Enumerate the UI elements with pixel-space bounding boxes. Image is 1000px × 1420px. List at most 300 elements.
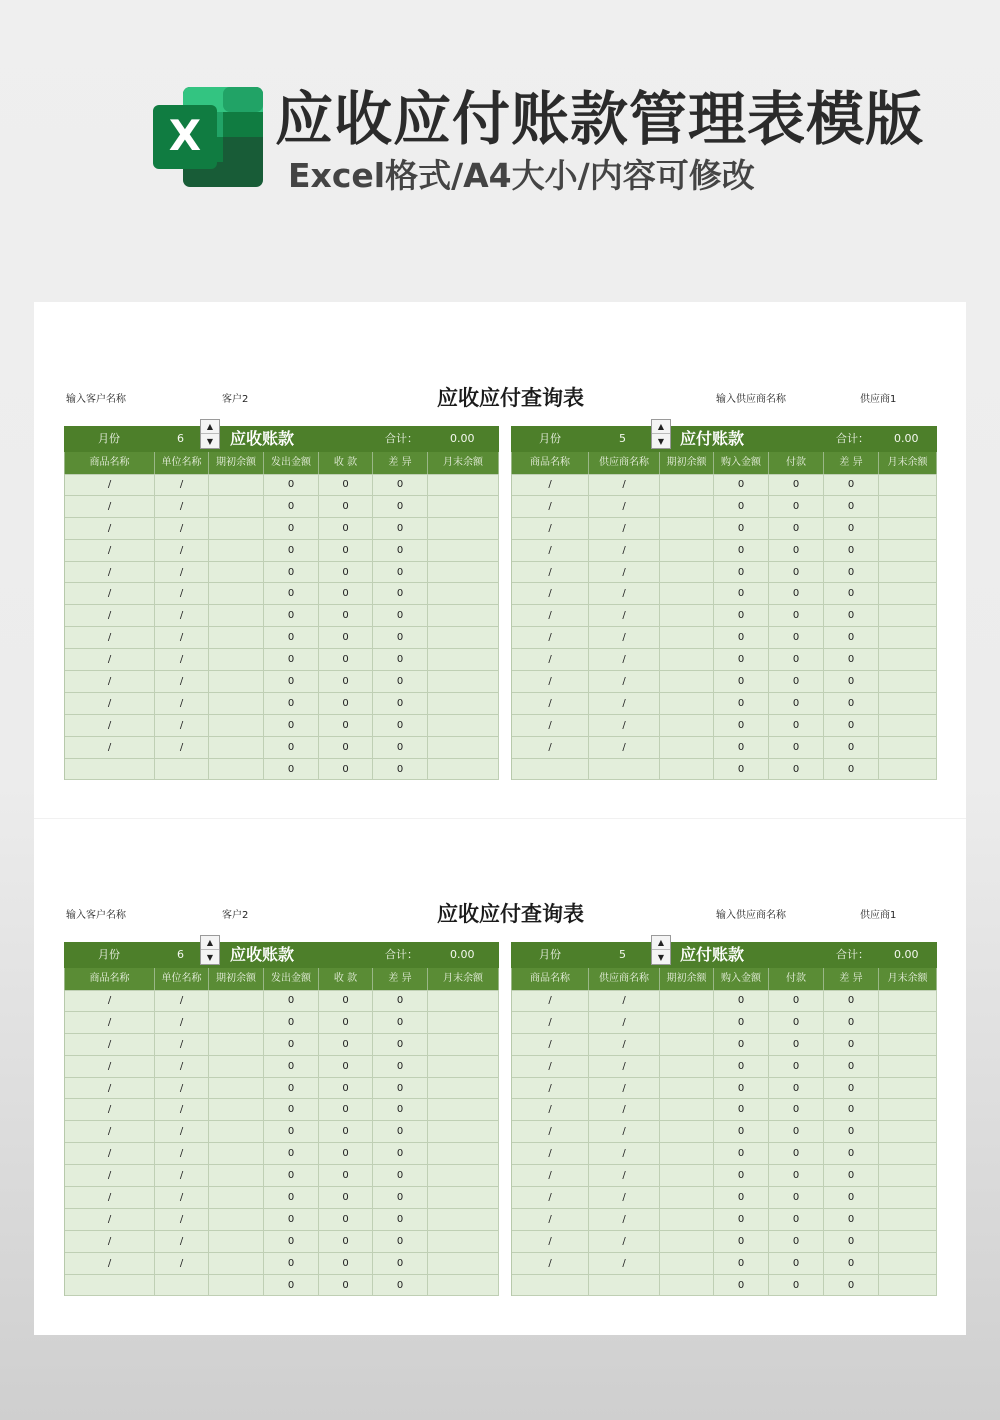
table-cell[interactable] bbox=[428, 671, 499, 692]
table-cell[interactable] bbox=[428, 737, 499, 758]
table-cell[interactable]: / bbox=[512, 627, 589, 648]
table-cell[interactable]: / bbox=[155, 1209, 209, 1230]
table-cell[interactable]: / bbox=[65, 1253, 155, 1274]
table-cell[interactable]: / bbox=[589, 1209, 660, 1230]
table-cell[interactable] bbox=[209, 1056, 264, 1077]
table-cell[interactable]: 0 bbox=[769, 991, 824, 1011]
table-cell[interactable]: 0 bbox=[714, 649, 769, 670]
table-cell[interactable]: / bbox=[65, 1165, 155, 1186]
table-cell[interactable]: / bbox=[65, 1056, 155, 1077]
table-cell[interactable]: / bbox=[589, 737, 660, 758]
table-cell[interactable] bbox=[879, 583, 937, 604]
table-cell[interactable]: 0 bbox=[264, 496, 319, 517]
table-cell[interactable]: / bbox=[155, 1034, 209, 1055]
table-cell[interactable] bbox=[209, 1187, 264, 1208]
month-value[interactable]: 6 bbox=[177, 432, 184, 445]
table-cell[interactable]: 0 bbox=[769, 1165, 824, 1186]
table-cell[interactable] bbox=[428, 1165, 499, 1186]
table-cell[interactable]: 0 bbox=[714, 583, 769, 604]
table-cell[interactable]: / bbox=[589, 1034, 660, 1055]
table-cell[interactable] bbox=[209, 518, 264, 539]
table-cell[interactable] bbox=[879, 715, 937, 736]
table-cell[interactable]: / bbox=[512, 1078, 589, 1099]
table-cell[interactable] bbox=[660, 1012, 714, 1033]
table-cell[interactable] bbox=[879, 1056, 937, 1077]
table-cell[interactable]: 0 bbox=[714, 540, 769, 561]
table-cell[interactable] bbox=[209, 1253, 264, 1274]
table-cell[interactable]: 0 bbox=[264, 1165, 319, 1186]
table-cell[interactable]: / bbox=[589, 1143, 660, 1164]
table-cell[interactable] bbox=[428, 518, 499, 539]
table-cell[interactable]: 0 bbox=[264, 627, 319, 648]
table-cell[interactable]: / bbox=[512, 540, 589, 561]
table-cell[interactable]: / bbox=[589, 1253, 660, 1274]
table-cell[interactable]: 0 bbox=[769, 1056, 824, 1077]
table-cell[interactable] bbox=[589, 759, 660, 780]
table-cell[interactable]: / bbox=[589, 693, 660, 714]
table-cell[interactable]: / bbox=[65, 583, 155, 604]
table-cell[interactable]: / bbox=[512, 693, 589, 714]
table-cell[interactable]: 0 bbox=[714, 1165, 769, 1186]
table-cell[interactable] bbox=[879, 1034, 937, 1055]
table-cell[interactable]: / bbox=[155, 1099, 209, 1120]
table-cell[interactable] bbox=[660, 737, 714, 758]
table-cell[interactable]: 0 bbox=[769, 1012, 824, 1033]
table-cell[interactable]: 0 bbox=[319, 759, 373, 780]
table-cell[interactable]: 0 bbox=[319, 1012, 373, 1033]
table-cell[interactable] bbox=[589, 1275, 660, 1296]
table-cell[interactable]: / bbox=[589, 583, 660, 604]
table-cell[interactable]: 0 bbox=[769, 737, 824, 758]
table-cell[interactable] bbox=[660, 1231, 714, 1252]
table-cell[interactable] bbox=[660, 1275, 714, 1296]
table-cell[interactable]: 0 bbox=[373, 627, 428, 648]
table-cell[interactable]: 0 bbox=[714, 1078, 769, 1099]
table-cell[interactable]: 0 bbox=[714, 1275, 769, 1296]
table-cell[interactable]: / bbox=[512, 1121, 589, 1142]
table-cell[interactable]: 0 bbox=[769, 649, 824, 670]
table-cell[interactable] bbox=[209, 540, 264, 561]
table-cell[interactable] bbox=[209, 649, 264, 670]
table-cell[interactable]: 0 bbox=[769, 671, 824, 692]
month-spinner[interactable] bbox=[651, 419, 671, 449]
table-cell[interactable]: 0 bbox=[373, 1253, 428, 1274]
table-cell[interactable]: / bbox=[589, 496, 660, 517]
table-cell[interactable]: 0 bbox=[714, 1012, 769, 1033]
table-cell[interactable]: / bbox=[155, 518, 209, 539]
table-cell[interactable] bbox=[879, 1121, 937, 1142]
table-cell[interactable]: 0 bbox=[714, 991, 769, 1011]
table-cell[interactable] bbox=[65, 759, 155, 780]
table-cell[interactable]: / bbox=[512, 671, 589, 692]
table-cell[interactable]: 0 bbox=[714, 759, 769, 780]
table-cell[interactable]: 0 bbox=[319, 562, 373, 583]
table-cell[interactable]: / bbox=[589, 671, 660, 692]
table-cell[interactable]: / bbox=[65, 991, 155, 1011]
table-cell[interactable]: / bbox=[589, 627, 660, 648]
table-cell[interactable] bbox=[879, 475, 937, 495]
table-cell[interactable]: 0 bbox=[264, 693, 319, 714]
table-cell[interactable]: / bbox=[589, 1231, 660, 1252]
table-cell[interactable]: 0 bbox=[319, 1253, 373, 1274]
table-cell[interactable]: 0 bbox=[373, 1034, 428, 1055]
table-cell[interactable]: / bbox=[155, 649, 209, 670]
month-value[interactable]: 5 bbox=[619, 432, 626, 445]
table-cell[interactable] bbox=[660, 759, 714, 780]
table-cell[interactable]: 0 bbox=[769, 540, 824, 561]
table-cell[interactable]: 0 bbox=[373, 1231, 428, 1252]
table-cell[interactable]: / bbox=[65, 627, 155, 648]
table-cell[interactable]: / bbox=[155, 1231, 209, 1252]
table-cell[interactable]: 0 bbox=[264, 1143, 319, 1164]
table-cell[interactable] bbox=[428, 1209, 499, 1230]
table-cell[interactable]: / bbox=[589, 1012, 660, 1033]
table-cell[interactable] bbox=[209, 475, 264, 495]
table-cell[interactable] bbox=[879, 1253, 937, 1274]
table-cell[interactable]: 0 bbox=[714, 1187, 769, 1208]
table-cell[interactable]: 0 bbox=[319, 1275, 373, 1296]
table-cell[interactable] bbox=[660, 1099, 714, 1120]
table-cell[interactable] bbox=[209, 737, 264, 758]
table-cell[interactable]: 0 bbox=[824, 1253, 879, 1274]
table-cell[interactable]: 0 bbox=[824, 1209, 879, 1230]
table-cell[interactable]: 0 bbox=[319, 737, 373, 758]
table-cell[interactable]: 0 bbox=[264, 737, 319, 758]
table-cell[interactable]: 0 bbox=[373, 991, 428, 1011]
table-cell[interactable] bbox=[879, 693, 937, 714]
table-cell[interactable]: / bbox=[65, 1099, 155, 1120]
table-cell[interactable] bbox=[879, 1275, 937, 1296]
table-cell[interactable] bbox=[660, 496, 714, 517]
table-cell[interactable]: 0 bbox=[319, 1121, 373, 1142]
table-cell[interactable]: / bbox=[589, 605, 660, 626]
table-cell[interactable] bbox=[879, 1187, 937, 1208]
table-cell[interactable] bbox=[428, 1187, 499, 1208]
table-cell[interactable] bbox=[209, 1099, 264, 1120]
table-cell[interactable]: 0 bbox=[824, 475, 879, 495]
table-cell[interactable]: 0 bbox=[824, 627, 879, 648]
table-cell[interactable]: 0 bbox=[824, 518, 879, 539]
table-cell[interactable]: / bbox=[512, 715, 589, 736]
spinner-down-icon[interactable]: ▼ bbox=[206, 952, 214, 962]
table-cell[interactable] bbox=[660, 715, 714, 736]
table-cell[interactable]: 0 bbox=[264, 1231, 319, 1252]
table-cell[interactable]: 0 bbox=[714, 1143, 769, 1164]
spinner-down-icon[interactable]: ▼ bbox=[657, 436, 665, 446]
table-cell[interactable] bbox=[209, 671, 264, 692]
table-cell[interactable] bbox=[209, 1143, 264, 1164]
table-cell[interactable] bbox=[660, 1078, 714, 1099]
table-cell[interactable] bbox=[879, 1165, 937, 1186]
table-cell[interactable]: / bbox=[65, 1209, 155, 1230]
table-cell[interactable]: 0 bbox=[714, 1099, 769, 1120]
table-cell[interactable]: 0 bbox=[373, 671, 428, 692]
table-cell[interactable]: 0 bbox=[769, 715, 824, 736]
table-cell[interactable]: 0 bbox=[319, 605, 373, 626]
table-cell[interactable] bbox=[209, 1012, 264, 1033]
table-cell[interactable]: / bbox=[155, 496, 209, 517]
table-cell[interactable] bbox=[209, 1078, 264, 1099]
table-cell[interactable]: 0 bbox=[824, 1275, 879, 1296]
table-cell[interactable]: 0 bbox=[264, 991, 319, 1011]
table-cell[interactable]: / bbox=[155, 583, 209, 604]
table-cell[interactable] bbox=[209, 715, 264, 736]
table-cell[interactable]: / bbox=[512, 1165, 589, 1186]
table-cell[interactable]: / bbox=[155, 605, 209, 626]
table-cell[interactable] bbox=[879, 1012, 937, 1033]
table-cell[interactable]: 0 bbox=[714, 693, 769, 714]
table-cell[interactable]: 0 bbox=[824, 605, 879, 626]
table-cell[interactable]: / bbox=[155, 693, 209, 714]
supplier-name-input[interactable]: 供应商1 bbox=[860, 910, 897, 921]
table-cell[interactable]: 0 bbox=[769, 518, 824, 539]
table-cell[interactable]: / bbox=[65, 715, 155, 736]
table-cell[interactable]: / bbox=[155, 715, 209, 736]
table-cell[interactable]: 0 bbox=[769, 1078, 824, 1099]
table-cell[interactable]: / bbox=[155, 1078, 209, 1099]
table-cell[interactable]: / bbox=[155, 562, 209, 583]
table-cell[interactable]: / bbox=[155, 627, 209, 648]
table-cell[interactable]: 0 bbox=[319, 1034, 373, 1055]
table-cell[interactable]: / bbox=[512, 649, 589, 670]
table-cell[interactable]: / bbox=[589, 540, 660, 561]
table-cell[interactable]: 0 bbox=[373, 583, 428, 604]
table-cell[interactable] bbox=[428, 1078, 499, 1099]
table-cell[interactable]: / bbox=[65, 693, 155, 714]
table-cell[interactable]: 0 bbox=[714, 737, 769, 758]
table-cell[interactable]: 0 bbox=[769, 1099, 824, 1120]
table-cell[interactable] bbox=[428, 693, 499, 714]
table-cell[interactable]: / bbox=[589, 562, 660, 583]
supplier-name-input[interactable]: 供应商1 bbox=[860, 394, 897, 405]
table-cell[interactable]: 0 bbox=[824, 671, 879, 692]
table-cell[interactable]: 0 bbox=[824, 562, 879, 583]
table-cell[interactable]: / bbox=[512, 475, 589, 495]
table-cell[interactable]: 0 bbox=[769, 1143, 824, 1164]
table-cell[interactable]: 0 bbox=[373, 605, 428, 626]
table-cell[interactable] bbox=[879, 759, 937, 780]
table-cell[interactable]: 0 bbox=[769, 1034, 824, 1055]
table-cell[interactable]: / bbox=[155, 1012, 209, 1033]
table-cell[interactable] bbox=[879, 1078, 937, 1099]
table-cell[interactable]: 0 bbox=[319, 715, 373, 736]
table-cell[interactable] bbox=[660, 605, 714, 626]
table-cell[interactable] bbox=[428, 1012, 499, 1033]
table-cell[interactable]: 0 bbox=[264, 1253, 319, 1274]
table-cell[interactable]: 0 bbox=[319, 627, 373, 648]
table-cell[interactable]: 0 bbox=[264, 1034, 319, 1055]
table-cell[interactable]: 0 bbox=[373, 1121, 428, 1142]
table-cell[interactable]: / bbox=[65, 496, 155, 517]
table-cell[interactable] bbox=[879, 1231, 937, 1252]
table-cell[interactable] bbox=[428, 1143, 499, 1164]
table-cell[interactable]: 0 bbox=[264, 1012, 319, 1033]
table-cell[interactable] bbox=[428, 605, 499, 626]
table-cell[interactable] bbox=[428, 496, 499, 517]
table-cell[interactable]: 0 bbox=[264, 562, 319, 583]
table-cell[interactable] bbox=[428, 540, 499, 561]
table-cell[interactable]: / bbox=[65, 1078, 155, 1099]
table-cell[interactable]: 0 bbox=[373, 715, 428, 736]
table-cell[interactable] bbox=[209, 1231, 264, 1252]
table-cell[interactable]: / bbox=[65, 562, 155, 583]
table-cell[interactable] bbox=[428, 1275, 499, 1296]
table-cell[interactable]: 0 bbox=[373, 649, 428, 670]
table-cell[interactable]: 0 bbox=[319, 583, 373, 604]
table-cell[interactable]: 0 bbox=[319, 671, 373, 692]
table-cell[interactable]: 0 bbox=[824, 737, 879, 758]
table-cell[interactable]: / bbox=[589, 1165, 660, 1186]
table-cell[interactable]: 0 bbox=[264, 715, 319, 736]
table-cell[interactable] bbox=[660, 518, 714, 539]
spinner-up-icon[interactable]: ▲ bbox=[652, 420, 670, 434]
table-cell[interactable]: 0 bbox=[769, 1275, 824, 1296]
table-cell[interactable]: / bbox=[65, 1012, 155, 1033]
table-cell[interactable]: 0 bbox=[714, 1121, 769, 1142]
table-cell[interactable]: 0 bbox=[769, 605, 824, 626]
table-cell[interactable]: 0 bbox=[769, 1253, 824, 1274]
table-cell[interactable] bbox=[879, 1209, 937, 1230]
table-cell[interactable] bbox=[879, 671, 937, 692]
table-cell[interactable]: 0 bbox=[769, 562, 824, 583]
table-cell[interactable]: / bbox=[155, 475, 209, 495]
table-cell[interactable] bbox=[512, 1275, 589, 1296]
table-cell[interactable] bbox=[879, 627, 937, 648]
table-cell[interactable]: 0 bbox=[319, 1143, 373, 1164]
table-cell[interactable]: / bbox=[65, 540, 155, 561]
table-cell[interactable]: / bbox=[589, 475, 660, 495]
table-cell[interactable] bbox=[879, 991, 937, 1011]
table-cell[interactable]: / bbox=[512, 583, 589, 604]
table-cell[interactable]: / bbox=[65, 671, 155, 692]
table-cell[interactable]: / bbox=[512, 1143, 589, 1164]
table-cell[interactable]: 0 bbox=[264, 759, 319, 780]
spinner-down-icon[interactable]: ▼ bbox=[206, 436, 214, 446]
table-cell[interactable]: / bbox=[589, 715, 660, 736]
table-cell[interactable]: 0 bbox=[714, 518, 769, 539]
customer-name-input[interactable]: 客户2 bbox=[222, 394, 249, 405]
table-cell[interactable]: / bbox=[512, 562, 589, 583]
table-cell[interactable] bbox=[660, 540, 714, 561]
table-cell[interactable]: / bbox=[65, 1034, 155, 1055]
table-cell[interactable]: 0 bbox=[264, 1078, 319, 1099]
table-cell[interactable]: / bbox=[512, 1209, 589, 1230]
table-cell[interactable] bbox=[209, 1165, 264, 1186]
table-cell[interactable]: 0 bbox=[714, 1253, 769, 1274]
table-cell[interactable]: 0 bbox=[264, 605, 319, 626]
table-cell[interactable]: 0 bbox=[769, 1231, 824, 1252]
table-cell[interactable] bbox=[660, 627, 714, 648]
table-cell[interactable] bbox=[428, 1253, 499, 1274]
table-cell[interactable] bbox=[660, 1209, 714, 1230]
table-cell[interactable]: 0 bbox=[824, 1143, 879, 1164]
table-cell[interactable]: 0 bbox=[264, 1209, 319, 1230]
table-cell[interactable] bbox=[209, 1034, 264, 1055]
table-cell[interactable]: 0 bbox=[264, 1121, 319, 1142]
table-cell[interactable] bbox=[428, 1099, 499, 1120]
table-cell[interactable] bbox=[209, 1121, 264, 1142]
table-cell[interactable]: 0 bbox=[769, 583, 824, 604]
table-cell[interactable]: 0 bbox=[824, 1056, 879, 1077]
table-cell[interactable]: / bbox=[65, 737, 155, 758]
table-cell[interactable]: 0 bbox=[373, 1078, 428, 1099]
table-cell[interactable]: 0 bbox=[769, 496, 824, 517]
table-cell[interactable]: / bbox=[512, 496, 589, 517]
table-cell[interactable]: 0 bbox=[373, 737, 428, 758]
table-cell[interactable]: 0 bbox=[319, 1209, 373, 1230]
table-cell[interactable]: / bbox=[512, 605, 589, 626]
month-value[interactable]: 5 bbox=[619, 948, 626, 961]
table-cell[interactable] bbox=[660, 649, 714, 670]
table-cell[interactable] bbox=[660, 1121, 714, 1142]
table-cell[interactable] bbox=[879, 540, 937, 561]
table-cell[interactable] bbox=[660, 1034, 714, 1055]
table-cell[interactable]: 0 bbox=[319, 518, 373, 539]
table-cell[interactable]: / bbox=[155, 671, 209, 692]
table-cell[interactable]: 0 bbox=[264, 1099, 319, 1120]
table-cell[interactable]: / bbox=[155, 737, 209, 758]
table-cell[interactable]: / bbox=[65, 1143, 155, 1164]
table-cell[interactable] bbox=[428, 1121, 499, 1142]
table-cell[interactable]: / bbox=[65, 1231, 155, 1252]
table-cell[interactable]: 0 bbox=[824, 1012, 879, 1033]
table-cell[interactable]: / bbox=[512, 518, 589, 539]
table-cell[interactable]: 0 bbox=[319, 649, 373, 670]
table-cell[interactable]: 0 bbox=[319, 1056, 373, 1077]
table-cell[interactable]: 0 bbox=[319, 1231, 373, 1252]
table-cell[interactable]: / bbox=[65, 605, 155, 626]
table-cell[interactable]: 0 bbox=[264, 518, 319, 539]
table-cell[interactable] bbox=[879, 496, 937, 517]
table-cell[interactable]: / bbox=[589, 1187, 660, 1208]
spinner-up-icon[interactable]: ▲ bbox=[201, 936, 219, 950]
table-cell[interactable] bbox=[428, 627, 499, 648]
table-cell[interactable]: / bbox=[65, 649, 155, 670]
month-spinner[interactable] bbox=[200, 935, 220, 965]
table-cell[interactable]: 0 bbox=[714, 496, 769, 517]
table-cell[interactable]: / bbox=[589, 1099, 660, 1120]
table-cell[interactable] bbox=[428, 1056, 499, 1077]
table-cell[interactable]: 0 bbox=[319, 991, 373, 1011]
table-cell[interactable] bbox=[660, 1165, 714, 1186]
table-cell[interactable]: 0 bbox=[824, 540, 879, 561]
table-cell[interactable]: 0 bbox=[264, 540, 319, 561]
spinner-up-icon[interactable]: ▲ bbox=[201, 420, 219, 434]
table-cell[interactable]: 0 bbox=[264, 1056, 319, 1077]
table-cell[interactable] bbox=[428, 475, 499, 495]
table-cell[interactable]: 0 bbox=[264, 475, 319, 495]
table-cell[interactable]: 0 bbox=[373, 693, 428, 714]
table-cell[interactable] bbox=[660, 991, 714, 1011]
table-cell[interactable] bbox=[209, 991, 264, 1011]
table-cell[interactable]: 0 bbox=[319, 475, 373, 495]
table-cell[interactable] bbox=[209, 1275, 264, 1296]
month-spinner[interactable] bbox=[651, 935, 671, 965]
table-cell[interactable]: 0 bbox=[373, 540, 428, 561]
table-cell[interactable]: 0 bbox=[769, 1121, 824, 1142]
table-cell[interactable] bbox=[209, 605, 264, 626]
table-cell[interactable] bbox=[660, 562, 714, 583]
table-cell[interactable]: / bbox=[155, 1253, 209, 1274]
table-cell[interactable]: 0 bbox=[714, 1056, 769, 1077]
table-cell[interactable]: 0 bbox=[319, 1187, 373, 1208]
table-cell[interactable]: 0 bbox=[319, 1099, 373, 1120]
table-cell[interactable] bbox=[428, 759, 499, 780]
table-cell[interactable]: / bbox=[512, 991, 589, 1011]
table-cell[interactable]: 0 bbox=[373, 475, 428, 495]
table-cell[interactable]: 0 bbox=[769, 1187, 824, 1208]
table-cell[interactable]: / bbox=[512, 737, 589, 758]
